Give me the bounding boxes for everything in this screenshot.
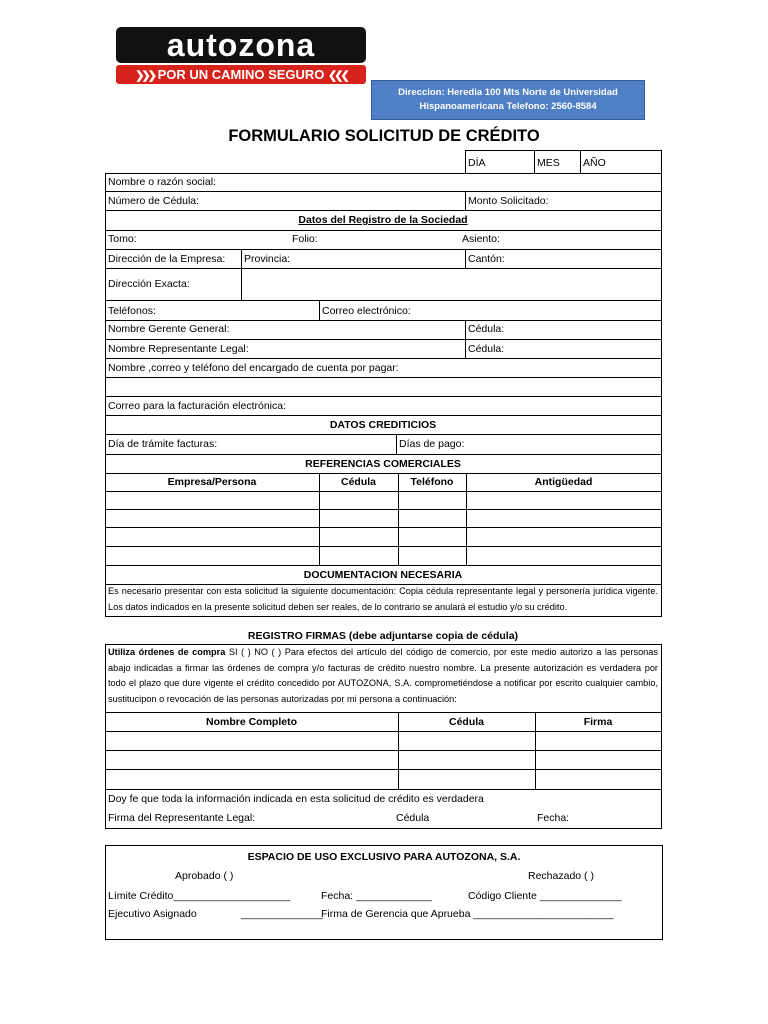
address-line-1: Direccion: Heredia 100 Mts Norte de Universidad [398,87,618,98]
client-code-label: Código Cliente ______________ [468,890,622,902]
table-rule-horizontal [105,454,661,455]
table-rule-horizontal [465,150,661,151]
sig-header-id: Cédula [448,716,484,728]
ref-header-company: Empresa/Persona [167,476,257,488]
docs-title: DOCUMENTACION NECESARIA [303,569,463,581]
phones-label: Teléfonos: [108,305,156,317]
table-rule-horizontal [105,300,661,301]
table-rule-horizontal [105,565,661,566]
logo-wordmark: autozona [116,27,366,63]
table-rule-horizontal [105,473,661,474]
credit-title: DATOS CREDITICIOS [329,419,437,431]
ref-header-id: Cédula [340,476,376,488]
table-rule-horizontal [105,828,661,829]
table-rule-vertical [465,320,466,358]
company-address-label: Dirección de la Empresa: [108,253,226,265]
office-title: ESPACIO DE USO EXCLUSIVO PARA AUTOZONA, S.A. [247,851,521,863]
month-header: MES [537,157,560,169]
table-rule-vertical [319,300,320,320]
table-rule-horizontal [105,191,661,192]
credit-limit-label: Límite Crédito____________________ [108,890,291,902]
accounts-payable-label: Nombre ,correo y teléfono del encargado de cuenta por pagar: [108,362,399,374]
table-rule-horizontal [105,509,661,510]
table-rule-horizontal [105,491,661,492]
executive-line: ______________ [241,908,323,920]
legal-rep-label: Nombre Representante Legal: [108,343,249,355]
declaration-text: Doy fe que toda la información indicada en esta solicitud de crédito es verdadera [108,793,484,805]
chevrons-right-icon: ❮❮❮ [328,70,347,82]
table-rule-vertical [396,434,397,454]
table-rule-vertical [241,249,242,300]
logo-tagline: POR UN CAMINO SEGURO [157,67,325,82]
asiento-label: Asiento: [462,233,500,245]
office-date-label: Fecha: _____________ [321,890,432,902]
exact-address-label: Dirección Exacta: [108,278,190,290]
executive-label: Ejecutivo Asignado [108,908,197,920]
sig-header-name: Nombre Completo [205,716,297,728]
table-rule-vertical [465,191,466,210]
table-rule-horizontal [105,527,661,528]
address-line-2: Hispanoamericana Telefono: 2560-8584 [419,101,597,112]
amount-label: Monto Solicitado: [468,195,549,207]
day-header: DÍA [468,157,486,169]
rejected-label: Rechazado ( ) [528,870,594,882]
signatures-text [108,645,658,707]
table-rule-horizontal [105,712,661,713]
logo-tagline-bar [116,65,366,84]
ref-header-phone: Teléfono [410,476,454,488]
table-rule-horizontal [105,396,661,397]
table-rule-horizontal [105,434,661,435]
table-rule-horizontal [105,268,661,269]
tomo-label: Tomo: [108,233,137,245]
references-title: REFERENCIAS COMERCIALES [305,458,461,470]
id-number-label: Número de Cédula: [108,195,200,207]
table-rule-vertical [534,150,535,173]
ref-header-age: Antigüedad [534,476,593,488]
email-label: Correo electrónico: [322,305,411,317]
table-rule-horizontal [105,750,661,751]
table-rule-horizontal [105,339,661,340]
table-rule-horizontal [105,210,661,211]
table-rule-vertical [580,150,581,173]
invoice-email-label: Correo para la facturación electrónica: [108,400,287,412]
purchase-orders-lead: Utiliza órdenes de compra [108,647,226,657]
rep-signature-label: Firma del Representante Legal: [108,812,256,824]
table-rule-horizontal [105,230,661,231]
canton-label: Cantón: [468,253,505,265]
rep-date-label: Fecha: [537,812,570,824]
table-rule-vertical [105,173,106,617]
table-rule-horizontal [105,415,661,416]
table-rule-horizontal [105,546,661,547]
table-rule-horizontal [105,320,661,321]
table-rule-horizontal [105,616,661,617]
table-rule-vertical [465,150,466,173]
table-rule-horizontal [105,377,661,378]
invoice-day-label: Día de trámite facturas: [108,438,218,450]
table-rule-horizontal [105,173,661,174]
business-name-label: Nombre o razón social: [108,176,216,188]
address-box [371,80,645,120]
table-rule-horizontal [105,769,661,770]
autozona-logo [116,27,366,85]
table-rule-horizontal [105,249,661,250]
form-title: FORMULARIO SOLICITUD DE CRÉDITO [228,127,540,145]
table-rule-vertical [105,644,106,829]
table-rule-vertical [465,249,466,268]
general-manager-label: Nombre Gerente General: [108,323,230,335]
docs-text: Es necesario presentar con esta solicitud la siguiente documentación: Copia cédula representante legal y personería jurídica vigente. Los datos indicados en la presente solicitud deben ser reales, de lo contrario se anulará el estudio y/o su crédito. [108,586,658,612]
signatures-title: REGISTRO FIRMAS (debe adjuntarse copia de cédula) [247,630,519,642]
manager-sign-label: Firma de Gerencia que Aprueba ________________________ [321,908,614,920]
chevrons-left-icon: ❯❯❯ [135,70,154,82]
folio-label: Folio: [292,233,318,245]
table-rule-vertical [661,644,662,829]
table-rule-horizontal [105,731,661,732]
signatures-body: SI ( ) NO ( ) Para efectos del artículo del código de comercio, por este medio autorizo a las personas abajo indicadas a firmar las órdenes de compra y/o facturas de crédito nuestro nombre. La presente autorización es verdadera por todo el plazo que dure vigente el crédito concedido por AUTOZONA, S.A. comprometiéndose a notificar por escrito cualquier cambio, sustitucipon o revocación de las personas autorizadas por mi persona a continuación: [108,647,658,704]
province-label: Provincia: [244,253,291,265]
year-header: AÑO [583,157,606,169]
general-manager-id-label: Cédula: [468,323,505,335]
payment-days-label: Días de pago: [399,438,465,450]
table-rule-vertical [661,150,662,617]
table-rule-horizontal [105,789,661,790]
table-rule-horizontal [105,358,661,359]
legal-rep-id-label: Cédula: [468,343,505,355]
registry-title: Datos del Registro de la Sociedad [298,214,468,226]
sig-header-signature: Firma [583,716,613,728]
approved-label: Aprobado ( ) [175,870,234,882]
rep-id-label: Cédula [396,812,430,824]
